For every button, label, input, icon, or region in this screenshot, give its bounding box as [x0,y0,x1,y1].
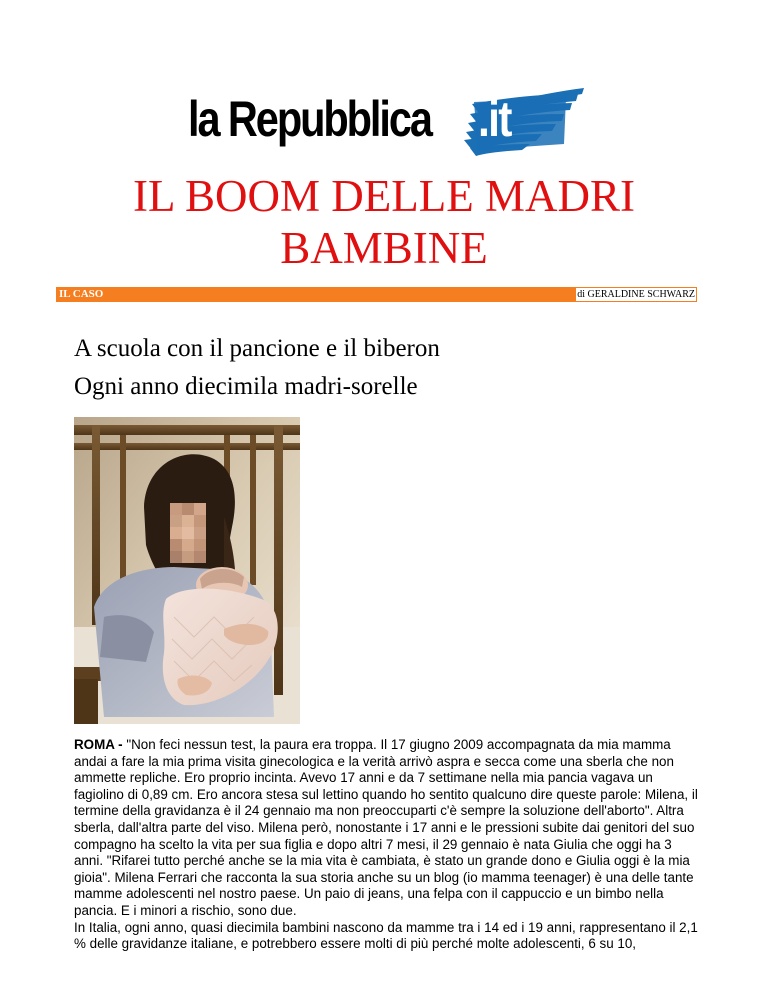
section-label: IL CASO [59,288,104,300]
article-paragraph-1 [74,737,704,920]
logo-suffix-text: .it [478,91,511,147]
article-body [74,737,704,953]
article-photo [74,417,300,724]
section-bar [56,287,697,302]
subtitle-primary: A scuola con il pancione e il biberon [74,335,440,362]
article-paragraph-1-text: "Non feci nessun test, la paura era troppa. Il 17 giugno 2009 accompagnata da mia mamma andai a fare la mia prima visita ginecologica e la verità arrivò aspra e secca come una sberla che non ammette repliche. Ero proprio incinta. Avevo 17 anni e da 7 settimane nella mia pancia vagava un fagiolino di 0,89 cm. Ero ancora stesa sul lettino quando ho sentito qualcuno dire queste parole: Milena, il termine della gravidanza è il 24 gennaio ma non preoccuparti c'è sempre la soluzione dell'aborto". Altra sberla, dall'altra parte del viso. Milena però, nonostante i 17 anni e le pressioni subite dai genitori del suo compagno ha scelto la vita per sua figlia e dopo altri 7 mesi, il 29 gennaio è nata Giulia che oggi ha 3 anni. "Rifarei tutto perché anche se la mia vita è cambiata, è stato un grande dono e Giulia oggi è la mia gioia". Milena Ferrari che racconta la sua storia anche su un blog (io mamma teenager) è una delle tante mamme adolescenti nel nostro paese. Un paio di jeans, una felpa con il cappuccio e un bimbo nella pancia. E i minori a rischio, sono due. [74,737,698,918]
headline: IL BOOM DELLE MADRI BAMBINE [132,171,636,273]
site-logo[interactable] [186,84,586,162]
byline: di GERALDINE SCHWARZ [577,289,695,300]
logo-name-text: la Repubblica [188,91,431,147]
article-paragraph-2: In Italia, ogni anno, quasi diecimila bambini nascono da mamme tra i 14 ed i 19 anni, rappresentano il 2,1 % delle gravidanze italiane, e potrebbero essere molti di più perché molte adolescenti, 6 su 10, [74,919,698,952]
dateline: ROMA - [74,737,123,752]
subtitle-secondary: Ogni anno diecimila madri-sorelle [74,373,418,400]
